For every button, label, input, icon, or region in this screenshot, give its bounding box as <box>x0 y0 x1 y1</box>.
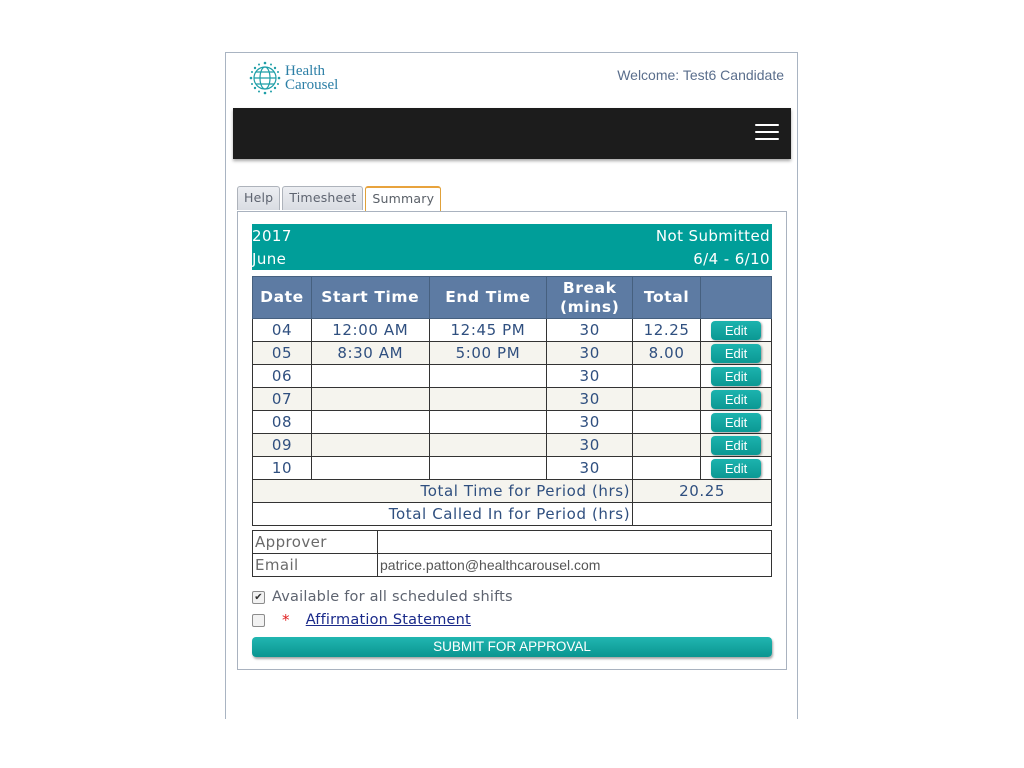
tab-help[interactable]: Help <box>237 186 280 210</box>
edit-button[interactable]: Edit <box>711 321 761 340</box>
available-option <box>252 589 513 605</box>
table-row <box>253 434 772 457</box>
total-called-label: Total Called In for Period (hrs) <box>253 503 633 526</box>
available-label: Available for all scheduled shifts <box>272 589 513 605</box>
available-checkbox[interactable]: ✔ <box>252 591 265 604</box>
email-row <box>253 554 772 577</box>
header-actions <box>701 277 772 319</box>
approver-value <box>378 531 772 554</box>
cell-start-time <box>311 365 429 388</box>
cell-end-time <box>429 365 547 388</box>
email-label: Email <box>253 554 378 577</box>
edit-button[interactable]: Edit <box>711 459 761 478</box>
header-end-time: End Time <box>429 277 547 319</box>
cell-total <box>633 365 701 388</box>
cell-end-time <box>429 411 547 434</box>
timesheet-summary-table <box>252 276 772 526</box>
logo-line-2: Carousel <box>285 77 339 93</box>
cell-actions <box>701 319 772 342</box>
cell-actions <box>701 457 772 480</box>
affirmation-checkbox[interactable] <box>252 614 265 627</box>
total-period-row <box>253 480 772 503</box>
edit-button[interactable]: Edit <box>711 390 761 409</box>
table-header-row <box>253 277 772 319</box>
table-row <box>253 365 772 388</box>
cell-break: 30 <box>547 342 633 365</box>
cell-actions <box>701 342 772 365</box>
period-year: 2017 <box>252 227 292 245</box>
cell-date: 04 <box>253 319 312 342</box>
cell-end-time <box>429 388 547 411</box>
affirmation-option <box>252 611 471 629</box>
tab-timesheet[interactable]: Timesheet <box>282 186 363 210</box>
cell-start-time <box>311 388 429 411</box>
approver-row <box>253 531 772 554</box>
cell-end-time: 12:45 PM <box>429 319 547 342</box>
table-row <box>253 411 772 434</box>
header-break-line2: (mins) <box>559 297 620 316</box>
hamburger-menu-icon[interactable] <box>755 124 779 142</box>
cell-total: 12.25 <box>633 319 701 342</box>
period-month: June <box>252 250 287 268</box>
header-total: Total <box>633 277 701 319</box>
tab-bar <box>237 186 443 210</box>
cell-date: 07 <box>253 388 312 411</box>
cell-start-time: 12:00 AM <box>311 319 429 342</box>
logo-text <box>285 64 338 92</box>
cell-start-time <box>311 411 429 434</box>
edit-button[interactable]: Edit <box>711 344 761 363</box>
cell-actions <box>701 411 772 434</box>
total-period-label: Total Time for Period (hrs) <box>253 480 633 503</box>
cell-end-time: 5:00 PM <box>429 342 547 365</box>
cell-date: 06 <box>253 365 312 388</box>
table-row <box>253 457 772 480</box>
cell-break: 30 <box>547 457 633 480</box>
cell-date: 05 <box>253 342 312 365</box>
required-asterisk: * <box>282 611 290 629</box>
cell-date: 09 <box>253 434 312 457</box>
health-carousel-logo <box>249 60 338 96</box>
period-header <box>252 224 772 270</box>
cell-date: 10 <box>253 457 312 480</box>
cell-break: 30 <box>547 434 633 457</box>
total-called-row <box>253 503 772 526</box>
edit-button[interactable]: Edit <box>711 413 761 432</box>
approver-label: Approver <box>253 531 378 554</box>
affirmation-statement-link[interactable]: Affirmation Statement <box>305 612 471 628</box>
approver-email: patrice.patton@healthcarousel.com <box>378 554 772 577</box>
logo-line-1: Health <box>285 63 325 79</box>
total-called-value <box>633 503 772 526</box>
total-period-value: 20.25 <box>633 480 772 503</box>
cell-total <box>633 388 701 411</box>
welcome-message: Welcome: Test6 Candidate <box>617 67 784 83</box>
cell-total <box>633 457 701 480</box>
header-date: Date <box>253 277 312 319</box>
cell-end-time <box>429 434 547 457</box>
submit-for-approval-button[interactable]: SUBMIT FOR APPROVAL <box>252 637 772 657</box>
period-range: 6/4 - 6/10 <box>693 250 770 268</box>
tab-summary[interactable]: Summary <box>365 186 441 213</box>
cell-start-time: 8:30 AM <box>311 342 429 365</box>
cell-start-time <box>311 457 429 480</box>
navbar <box>233 108 791 159</box>
cell-actions <box>701 365 772 388</box>
header-break <box>547 277 633 319</box>
cell-date: 08 <box>253 411 312 434</box>
cell-break: 30 <box>547 411 633 434</box>
cell-actions <box>701 434 772 457</box>
table-row <box>253 319 772 342</box>
edit-button[interactable]: Edit <box>711 367 761 386</box>
cell-total <box>633 434 701 457</box>
cell-end-time <box>429 457 547 480</box>
approver-table <box>252 530 772 577</box>
table-row <box>253 388 772 411</box>
header-start-time: Start Time <box>311 277 429 319</box>
cell-break: 30 <box>547 365 633 388</box>
edit-button[interactable]: Edit <box>711 436 761 455</box>
cell-total: 8.00 <box>633 342 701 365</box>
submission-status: Not Submitted <box>655 227 770 245</box>
cell-break: 30 <box>547 388 633 411</box>
cell-break: 30 <box>547 319 633 342</box>
cell-start-time <box>311 434 429 457</box>
globe-logo-icon <box>249 60 281 96</box>
header-break-line1: Break <box>562 278 617 297</box>
cell-actions <box>701 388 772 411</box>
table-row <box>253 342 772 365</box>
cell-total <box>633 411 701 434</box>
